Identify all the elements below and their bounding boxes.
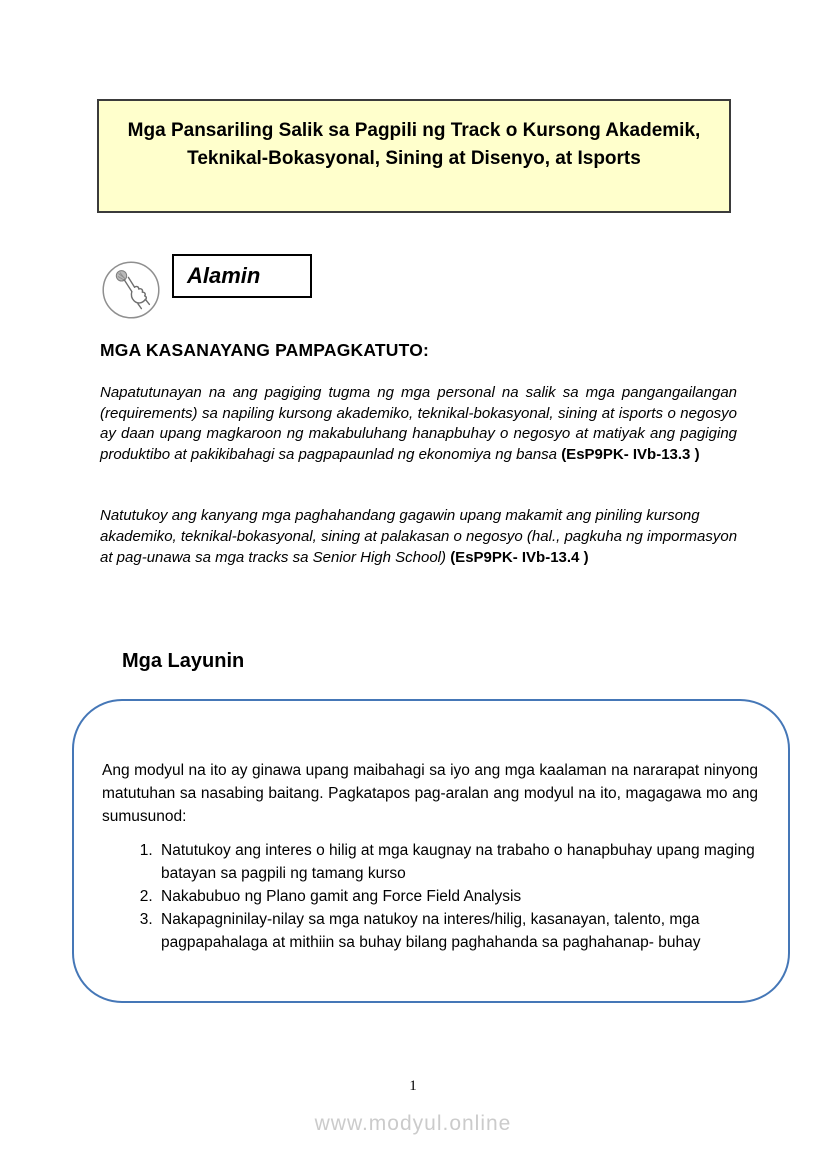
competency-code-2: (EsP9PK- IVb-13.4 )	[450, 549, 589, 566]
competency-text-1: Napatutunayan na ang pagiging tugma ng mga personal na salik sa mga pangangailangan (requirements) sa napiling kursong akademiko, teknikal-bokasyonal, sining at isports o negosyo ay daan upang magkaroon ng makabuluhang hanapbuhay o negosyo at matiyak ang pagiging produktibo at pakikibahagi sa pagpapaunlad ng ekonomiya ng bansa	[100, 384, 737, 463]
objective-item: 3. Nakapagninilay-nilay sa mga natukoy na interes/hilig, kasanayan, talento, mga pagpapahalaga at mithiin sa buhay bilang paghahanda sa paghahanap- buhay	[157, 908, 758, 954]
alamin-label: Alamin	[187, 263, 261, 288]
objectives-intro: Ang modyul na ito ay ginawa upang maibahagi sa iyo ang mga kaalaman na nararapat ninyong matutuhan sa nasabing baitang. Pagkatapos pag-aralan ang modyul na ito, magagawa mo ang sumusunod:	[102, 762, 758, 825]
page-number: 1	[409, 1078, 417, 1094]
layunin-heading: Mga Layunin	[122, 650, 245, 672]
competency-paragraph-1	[100, 383, 737, 465]
hand-tap-icon	[101, 260, 161, 320]
module-title: Mga Pansariling Salik sa Pagpili ng Track o Kursong Akademik, Teknikal-Bokasyonal, Sining at Disenyo, at Isports	[127, 120, 701, 169]
objective-item: 1. Natutukoy ang interes o hilig at mga kaugnay na trabaho o hanapbuhay upang maging batayan sa pagpili ng tamang kurso	[157, 839, 758, 885]
competency-text-2: Natutukoy ang kanyang mga paghahandang gagawin upang makamit ang piniling kursong akademiko, teknikal-bokasyonal, sining at palakasan o negosyo (hal., pagkuha ng impormasyon at pag-unawa sa mga tracks sa Senior High School)	[100, 507, 738, 566]
alamin-label-box	[172, 254, 312, 298]
kasanayang-heading: MGA KASANAYANG PAMPAGKATUTO:	[100, 340, 430, 360]
competency-code-1: (EsP9PK- IVb-13.3 )	[561, 445, 700, 463]
objectives-list	[102, 839, 758, 954]
objectives-box	[72, 699, 790, 1003]
competency-paragraph-2	[100, 505, 740, 568]
watermark-text: www.modyul.online	[314, 1112, 512, 1135]
objective-item: 2. Nakabubuo ng Plano gamit ang Force Field Analysis	[157, 885, 758, 908]
module-title-box	[97, 99, 731, 213]
